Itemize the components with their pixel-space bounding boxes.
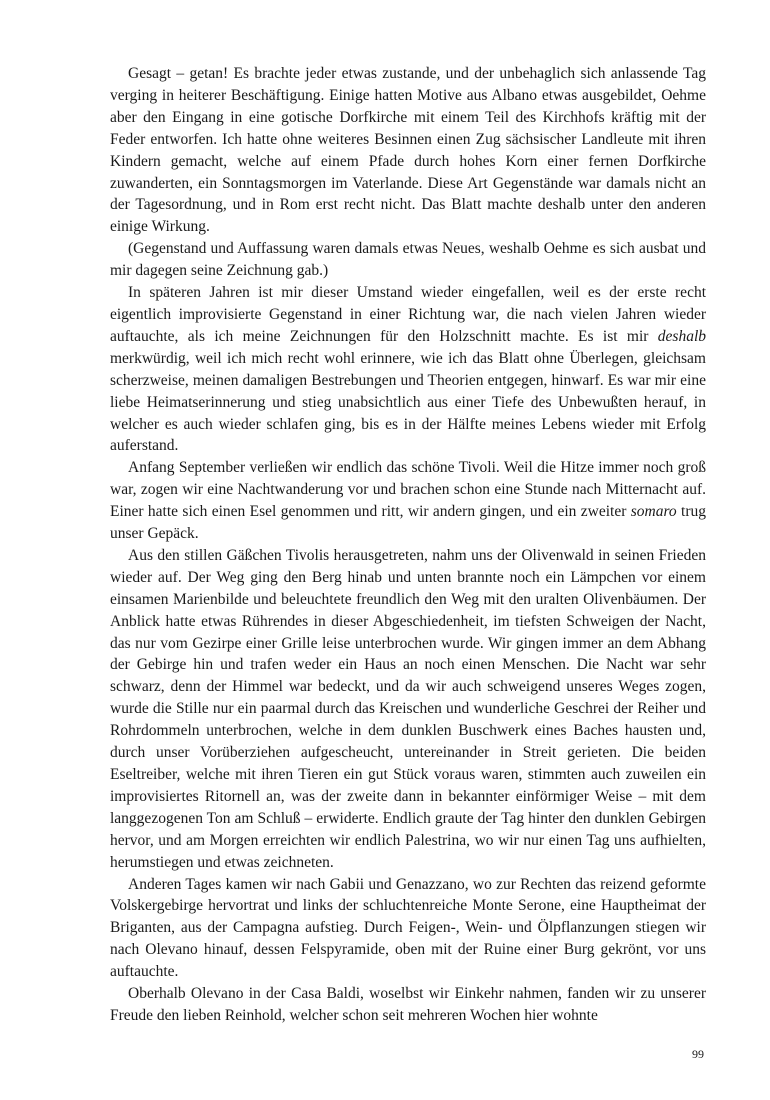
paragraph-text: Gesagt – getan! Es brachte jeder etwas zustande, und der unbehaglich sich anlassende Tag verging in heiterer Beschäftigung. Einige hatten Motive aus Albano etwas ausgebildet, Oehme aber den Eingang in eine gotische Dorfkirche mit einem Teil des Kirchhofs kräftig mit der Feder entworfen. Ich hatte ohne weiteres Besinnen einen Zug sächsischer Landleute mit ihren Kindern gemacht, welche auf einem Pfade durch hohes Korn einer fernen Dorfkirche zuwanderten, ein Sonntagsmorgen im Vaterlande. Diese Art Gegenstände war damals nicht an der Tagesordnung, und in Rom erst recht nicht. Das Blatt machte deshalb unter den anderen einige Wirkung. — [110, 65, 706, 236]
paragraph-text: Anfang September verließen wir endlich das schöne Tivoli. Weil die Hitze immer noch groß war, zogen wir eine Nachtwanderung vor und brachen schon eine Stunde nach Mitternacht auf. Einer hatte sich einen Esel genommen und ritt, wir andern gingen, und ein zweiter — [110, 459, 706, 521]
paragraph — [110, 874, 706, 984]
italic-word: somaro — [630, 503, 677, 521]
paragraph — [110, 545, 706, 874]
paragraph-text: Aus den stillen Gäßchen Tivolis herausgetreten, nahm uns der Olivenwald in seinen Frieden wieder auf. Der Weg ging den Berg hinab und unten brannte noch ein Lämpchen vor einem einsamen Marienbilde und beleuchtete freundlich den Weg mit den uralten Olivenbäumen. Der Anblick hatte etwas Rührendes in dieser Abgeschiedenheit, im tiefsten Schweigen der Nacht, das nur vom Gezirpe einer Grille leise unterbrochen wurde. Wir gingen immer an dem Abhang der Gebirge hin und trafen weder ein Haus an noch einen Menschen. Die Nacht war sehr schwarz, denn der Himmel war bedeckt, und da wir auch schweigend unseres Weges zogen, wurde die Stille nur ein paarmal durch das Kreischen und wunderliche Geschrei der Reiher und Rohrdommeln unterbrochen, welche in dem dunklen Buschwerk eines Baches hausten und, durch unser Vorüberziehen aufgescheucht, untereinander in Streit gerieten. Die beiden Eseltreiber, welche mit ihren Tieren ein gut Stück voraus waren, stimmten auch zuweilen ein improvisiertes Ritornell an, was der zweite dann in bekannter einförmiger Weise – mit dem langgezogenen Ton am Schluß – erwiderte. Endlich graute der Tag hinter den dunklen Gebirgen hervor, und am Morgen erreichten wir endlich Palestrina, wo wir nur einen Tag uns aufhielten, herumstiegen und etwas zeichneten. — [110, 546, 706, 871]
paragraph-text: (Gegenstand und Auffassung waren damals etwas Neues, weshalb Oehme es sich ausbat und mir dagegen seine Zeichnung gab.) — [110, 240, 706, 280]
paragraph-text: In späteren Jahren ist mir dieser Umstand wieder eingefallen, weil es der erste recht eigentlich improvisierte Gegenstand in einer Richtung war, die nach vielen Jahren wieder auftauchte, als ich meine Zeichnungen für den Holzschnitt machte. Es ist mir — [110, 284, 706, 345]
paragraph-text: merkwürdig, weil ich mich recht wohl erinnere, wie ich das Blatt ohne Überlegen, gleichsam scherzweise, meinen damaligen Bestrebungen und Theorien entgegen, hinwarf. Es war mir eine liebe Heimatserinnerung und stieg unabsichtlich aus einer Tiefe des Unbewußten herauf, in welcher es auch wieder schlafen ging, bis es in der Hälfte meines Lebens wieder mit Erfolg auferstand. — [110, 349, 706, 455]
paragraph-text: trug unser Gepäck. — [110, 503, 707, 543]
page-number: 99 — [692, 1047, 704, 1061]
paragraph — [110, 63, 706, 238]
paragraph — [110, 238, 706, 282]
italic-word: deshalb — [657, 327, 706, 345]
paragraph-text: Anderen Tages kamen wir nach Gabii und Genazzano, wo zur Rechten das reizend geformte Volskergebirge hervortrat und links der schluchtenreiche Monte Serone, eine Hauptheimat der Briganten, aus der Campagna aufstieg. Durch Feigen-, Wein- und Ölpflanzungen stiegen wir nach Olevano hinauf, dessen Felspyramide, oben mit der Ruine einer Burg gekrönt, vor uns auftauchte. — [110, 875, 706, 981]
paragraph — [110, 282, 706, 457]
paragraph — [110, 457, 706, 545]
paragraph — [110, 983, 706, 1027]
page-body — [110, 63, 706, 1027]
paragraph-text: Oberhalb Olevano in der Casa Baldi, woselbst wir Einkehr nahmen, fanden wir zu unserer Freude den lieben Reinhold, welcher schon seit mehreren Wochen hier wohnte — [110, 985, 706, 1024]
